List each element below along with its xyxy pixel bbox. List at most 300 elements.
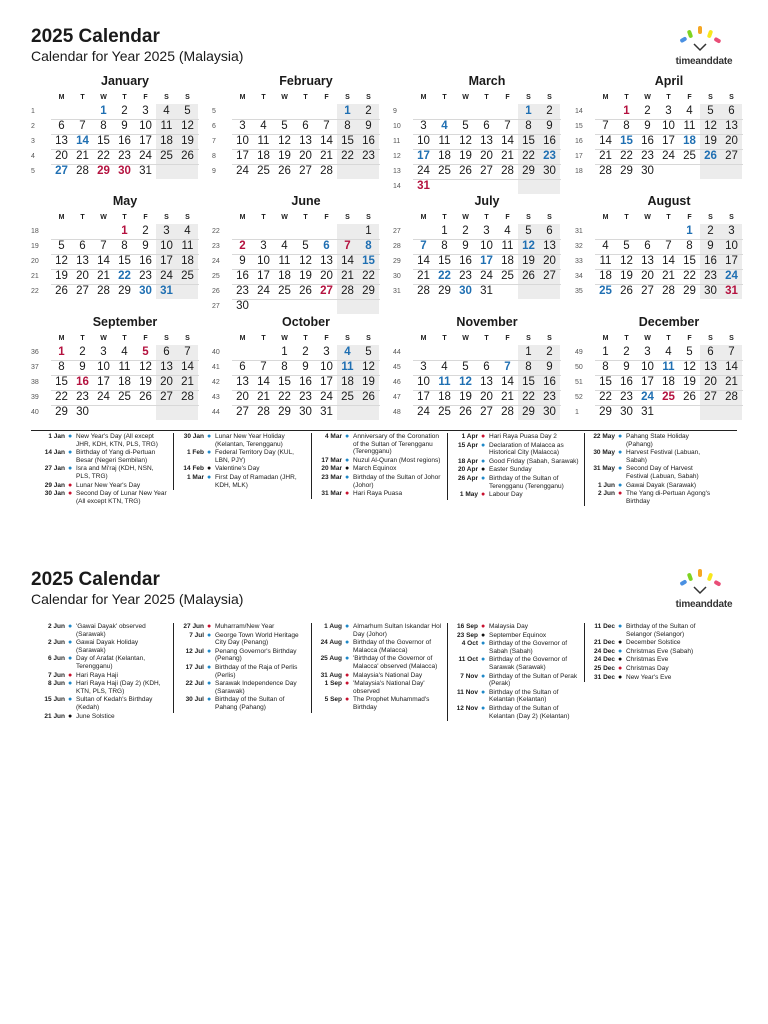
holiday-bullet-icon: ● [481,466,486,474]
day-cell [700,164,721,179]
weekday-header: F [687,94,692,101]
day-cell: 18 [662,376,675,388]
row-divider [595,360,743,361]
holiday-bullet-icon: ● [207,631,212,639]
holiday-date: 30 Jul [185,696,204,704]
row-divider [595,375,743,376]
day-cell: 13 [721,119,742,134]
day-cell: 4 [281,240,288,252]
day-cell [434,179,455,194]
day-cell: 26 [518,269,539,284]
day-cell: 13 [76,255,89,267]
day-cell: 13 [156,360,177,375]
row-divider [51,375,199,376]
week-number: 5 [212,108,216,115]
day-cell: 14 [721,360,742,375]
weekday-header: S [345,94,350,101]
day-cell [232,104,253,119]
day-cell [413,345,434,360]
holiday-bullet-icon: ● [68,623,73,630]
day-cell: 12 [518,239,539,254]
holiday-name: Harvest Festival (Labuan, Sabah) [626,449,701,464]
holiday-date: 1 Apr [461,433,478,440]
day-cell [497,179,518,194]
row-divider [413,254,561,255]
day-cell: 29 [118,285,131,297]
month-name: March [468,74,506,88]
day-cell: 21 [76,150,89,162]
day-cell: 29 [97,165,110,177]
day-cell: 13 [480,135,493,147]
row-divider [413,375,561,376]
day-cell: 21 [417,270,430,282]
day-cell: 16 [139,255,152,267]
holiday-name: Christmas Eve [626,656,669,664]
day-cell [253,345,274,360]
row-divider [51,119,199,120]
day-cell: 10 [480,240,493,252]
day-cell: 24 [236,165,249,177]
weekday-header: S [526,94,531,101]
day-cell: 5 [358,345,379,360]
logo-text: timeanddate [675,599,733,610]
holiday-date: 18 Apr [458,457,478,465]
day-cell: 10 [417,376,430,388]
day-cell: 2 [358,104,379,119]
holiday-row [178,433,306,448]
weekday-header: F [687,214,692,221]
day-cell: 3 [260,240,267,252]
weekday-header: M [239,214,246,221]
day-cell: 3 [665,105,672,117]
holiday-row [178,474,306,489]
holiday-bullet-icon: ● [68,671,73,679]
holiday-name: The Yang di-Pertuan Agong's Birthday [626,490,711,505]
day-cell: 22 [518,390,539,405]
weekday-header: S [729,214,734,221]
holiday-row [452,673,580,688]
weekday-header: W [281,214,288,221]
day-cell: 16 [358,134,379,149]
weekday-header: S [526,214,531,221]
day-cell [337,405,358,420]
day-cell: 4 [441,120,448,132]
day-cell: 13 [55,135,68,147]
day-cell: 20 [299,150,312,162]
holiday-row [178,664,306,679]
day-cell: 17 [721,254,742,269]
holiday-name: Lunar New Year's Day [76,481,141,489]
week-number: 14 [575,108,583,115]
day-cell: 18 [118,376,131,388]
day-cell: 23 [299,391,312,403]
day-cell: 19 [278,150,291,162]
day-cell: 26 [139,391,152,403]
row-divider [51,254,199,255]
row-divider [413,179,561,180]
day-cell: 15 [97,135,110,147]
day-cell: 17 [156,254,177,269]
day-cell: 7 [504,361,511,373]
day-cell [316,224,337,239]
day-cell: 12 [700,119,721,134]
row-divider [595,119,743,120]
holiday-name: The Prophet Muhammad's Birthday [353,696,430,711]
day-cell: 16 [620,376,633,388]
row-divider [413,164,561,165]
holiday-row [589,623,717,638]
day-cell [93,405,114,420]
day-cell: 14 [177,360,198,375]
holiday-row [178,449,306,464]
holiday-row [178,623,306,631]
day-cell: 13 [539,239,560,254]
day-cell: 20 [539,254,560,269]
holiday-bullet-icon: ● [618,481,623,489]
day-cell: 6 [79,240,86,252]
day-cell [476,179,497,194]
holiday-row [452,640,580,655]
holiday-bullet-icon: ● [481,656,486,664]
day-cell: 9 [302,361,309,373]
day-cell: 4 [441,361,448,373]
day-cell: 1 [602,346,609,358]
day-cell: 25 [438,406,451,418]
week-number: 1 [575,409,579,416]
day-cell: 1 [337,104,358,119]
day-cell: 11 [257,135,270,147]
day-cell: 8 [518,119,539,134]
holiday-row [39,639,168,654]
day-cell: 22 [55,391,68,403]
row-divider [51,284,199,285]
day-cell: 11 [501,240,514,252]
week-number: 25 [212,273,220,280]
month-name: April [654,74,684,88]
day-cell: 13 [320,255,333,267]
holiday-date: 27 Jun [183,623,204,630]
day-cell: 25 [438,165,451,177]
holiday-row [39,623,168,638]
holiday-row [589,665,717,673]
row-divider [232,284,380,285]
day-cell: 8 [358,239,379,254]
weekday-header: S [366,94,371,101]
day-cell: 6 [483,361,490,373]
timeanddate-logo[interactable] [668,24,740,72]
page-title: 2025 Calendar [31,26,160,47]
day-cell: 9 [700,239,721,254]
holiday-row [316,490,444,498]
holiday-column [173,623,306,713]
day-cell: 19 [55,270,68,282]
day-cell: 8 [518,360,539,375]
day-cell: 24 [257,285,270,297]
day-cell: 8 [121,240,128,252]
holiday-date: 4 Mar [325,433,342,440]
day-cell: 16 [236,270,249,282]
weekday-header: S [185,214,190,221]
holiday-name: Hari Raya Puasa Day 2 [489,433,557,440]
weekday-header: M [420,214,427,221]
day-cell: 6 [58,120,65,132]
day-cell: 6 [721,104,742,119]
day-cell: 11 [683,120,696,132]
day-cell: 1 [518,345,539,360]
day-cell: 21 [501,391,514,403]
day-cell: 27 [320,285,333,297]
weekday-header: F [324,94,329,101]
week-number: 49 [575,349,583,356]
day-cell: 20 [55,150,68,162]
day-cell: 8 [602,361,609,373]
day-cell: 12 [620,255,633,267]
weekday-header: T [624,94,629,101]
day-cell: 3 [142,105,149,117]
day-cell: 10 [156,239,177,254]
weekday-header: M [420,94,427,101]
holiday-date: 26 Apr [458,474,478,482]
holiday-row [589,465,717,480]
holiday-bullet-icon: ● [618,433,623,440]
holiday-date: 11 Oct [458,656,478,664]
holiday-bullet-icon: ● [68,639,73,647]
week-number: 3 [31,138,35,145]
day-cell: 20 [320,270,333,282]
day-cell [295,104,316,119]
row-divider [413,390,561,391]
holiday-name: Nuzul Al-Quran (Most regions) [353,456,441,464]
weekday-header: W [644,214,651,221]
day-cell: 6 [323,240,330,252]
holiday-row [452,458,580,466]
holiday-bullet-icon: ● [481,433,486,440]
day-cell: 1 [686,225,693,237]
day-cell: 16 [539,375,560,390]
holiday-row [316,639,444,654]
holiday-bullet-icon: ● [345,696,350,704]
week-number: 32 [575,243,583,250]
page-title: 2025 Calendar [31,569,160,590]
holiday-date: 24 Dec [594,656,615,664]
holiday-name: Hari Raya Puasa [353,490,403,498]
holiday-date: 16 Sep [457,623,478,630]
holiday-date: 31 May [593,465,615,473]
day-cell: 24 [97,391,110,403]
day-cell: 10 [641,361,654,373]
holiday-row [39,680,168,695]
holiday-date: 25 Dec [594,664,615,672]
holiday-row [39,655,168,670]
row-divider [232,254,380,255]
day-cell: 27 [76,285,89,297]
day-cell: 23 [539,149,560,164]
holiday-bullet-icon: ● [345,680,350,688]
day-cell [616,224,637,239]
week-number: 33 [575,258,583,265]
holiday-bullet-icon: ● [68,490,73,498]
day-cell: 30 [539,405,560,420]
weekday-header: S [526,335,531,342]
day-cell: 19 [700,134,721,149]
day-cell: 15 [683,255,696,267]
day-cell: 23 [459,270,472,282]
holiday-name: Birthday of the Sultan of Johor (Johor) [353,473,441,489]
holiday-name: Christmas Day [626,664,669,672]
day-cell [539,179,560,194]
day-cell: 14 [320,135,333,147]
holiday-name: Gawai Dayak Holiday (Sarawak) [76,639,139,654]
holiday-name: September Equinox [489,631,547,639]
day-cell: 10 [257,255,270,267]
holiday-bullet-icon: ● [345,623,350,630]
day-cell: 18 [683,135,696,147]
month-name: September [92,315,158,329]
weekday-header: T [484,214,489,221]
day-cell: 25 [257,165,270,177]
day-cell: 16 [118,135,131,147]
day-cell: 1 [518,104,539,119]
holiday-name: Muharram/New Year [215,623,275,630]
day-cell: 17 [417,391,430,403]
week-number: 20 [31,258,39,265]
weekday-header: S [366,214,371,221]
day-cell: 10 [320,361,333,373]
row-divider [595,405,743,406]
day-cell: 8 [686,240,693,252]
holiday-row [316,672,444,680]
holiday-date: 15 Apr [458,441,478,449]
weekday-header: T [624,214,629,221]
holiday-row [452,433,580,441]
holiday-row [589,482,717,490]
day-cell: 19 [683,376,696,388]
holiday-bullet-icon: ● [345,433,350,440]
day-cell: 9 [239,255,246,267]
day-cell [679,405,700,420]
day-cell: 5 [700,104,721,119]
day-cell: 26 [278,165,291,177]
week-number: 42 [212,379,220,386]
weekday-header: T [80,335,85,342]
day-cell [253,104,274,119]
row-divider [413,149,561,150]
holiday-name: Christmas Eve (Sabah) [626,647,694,655]
holiday-date: 30 Jan [44,490,65,498]
weekday-header: T [303,94,308,101]
holiday-date: 14 Jan [44,449,65,457]
day-cell: 21 [721,375,742,390]
day-cell: 24 [320,391,333,403]
day-cell: 4 [260,120,267,132]
holiday-date: 2 Jun [48,639,65,647]
holiday-name: Birthday of the Sultan of Pahang (Pahang) [215,696,285,711]
day-cell: 26 [358,390,379,405]
day-cell: 27 [480,165,493,177]
day-cell: 26 [620,285,633,297]
day-cell: 29 [55,406,68,418]
day-cell: 19 [518,254,539,269]
weekday-header: S [708,214,713,221]
day-cell: 19 [358,375,379,390]
row-divider [595,134,743,135]
day-cell: 8 [100,120,107,132]
day-cell [114,405,135,420]
holiday-name: 'Birthday of the Governor of Malacca' observed (Malacca) [353,655,438,670]
day-cell: 5 [462,120,469,132]
day-cell: 11 [599,255,612,267]
holiday-bullet-icon: ● [345,490,350,498]
day-cell: 26 [683,391,696,403]
day-cell: 25 [662,391,675,403]
month-name: August [647,194,691,208]
holiday-date: 1 Jan [48,433,65,440]
weekday-header: F [324,214,329,221]
day-cell: 7 [79,120,86,132]
holiday-bullet-icon: ● [68,655,73,663]
holiday-name: Birthday of Yang di-Pertuan Besar (Negeri Sembilan) [76,449,156,464]
holiday-bullet-icon: ● [481,491,486,499]
weekday-header: W [100,214,107,221]
day-cell: 4 [177,224,198,239]
weekday-header: F [505,214,510,221]
day-cell: 11 [337,360,358,375]
timeanddate-logo[interactable] [668,567,740,615]
holiday-name: June Solstice [76,712,115,720]
day-cell: 2 [302,346,309,358]
holiday-date: 31 Mar [321,490,342,498]
row-divider [232,375,380,376]
weekday-header: F [687,335,692,342]
day-cell: 20 [156,375,177,390]
day-cell: 20 [76,270,89,282]
weekday-header: W [281,94,288,101]
weekday-header: W [100,335,107,342]
weekday-header: T [122,335,127,342]
holiday-bullet-icon: ● [481,631,486,639]
sun-rays-icon [668,567,740,597]
day-cell: 13 [299,135,312,147]
day-cell: 9 [142,240,149,252]
holiday-date: 21 Jun [44,712,65,720]
divider [31,430,737,431]
day-cell: 23 [76,391,89,403]
day-cell: 16 [459,255,472,267]
day-cell: 2 [79,346,86,358]
holiday-name: Second Day of Lunar New Year (All except KTN, TRG) [76,490,167,505]
day-cell: 3 [721,224,742,239]
day-cell: 24 [721,269,742,284]
day-cell: 23 [539,390,560,405]
row-divider [51,360,199,361]
week-number: 29 [393,258,401,265]
holiday-column [584,433,717,506]
day-cell: 5 [58,240,65,252]
day-cell: 18 [599,270,612,282]
day-cell: 13 [480,376,493,388]
holiday-name: Birthday of the Governor of Sabah (Sabah) [489,640,568,655]
week-number: 5 [31,168,35,175]
day-cell: 29 [620,165,633,177]
week-number: 35 [575,288,583,295]
day-cell: 1 [441,225,448,237]
day-cell: 2 [239,240,246,252]
holiday-name: Penang Governor's Birthday (Penang) [215,647,297,663]
day-cell [358,405,379,420]
holiday-date: 2 Jun [598,490,615,498]
day-cell: 30 [118,165,131,177]
day-cell [721,164,742,179]
